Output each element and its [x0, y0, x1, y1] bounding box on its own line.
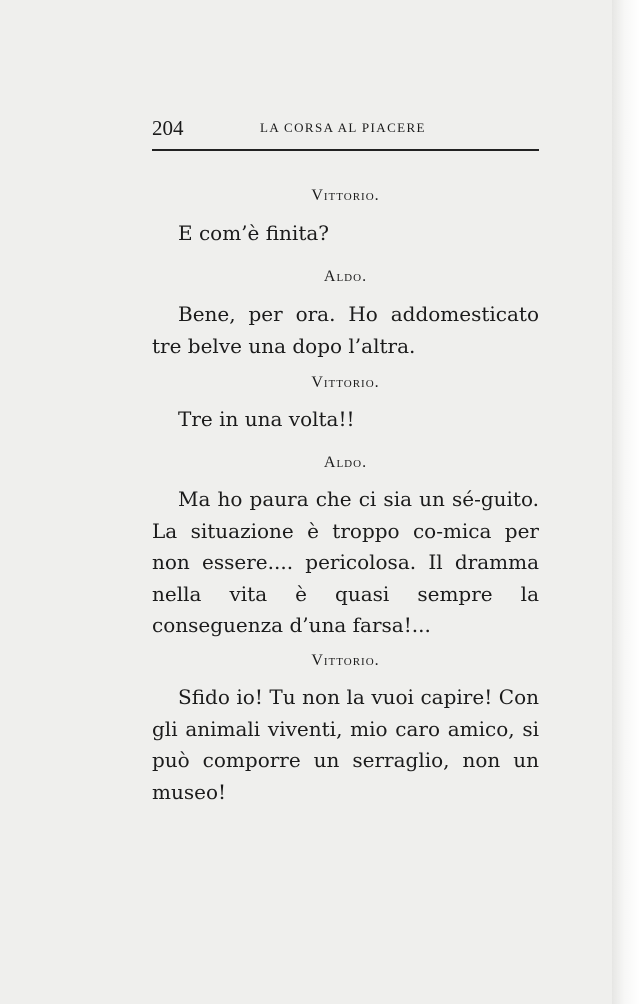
page-number: 204	[152, 116, 184, 140]
speech-text: Bene, per ora. Ho addomesticato tre belve una dopo l’altra.	[152, 302, 539, 358]
page-edge	[612, 0, 640, 1004]
speaker-label: Vittorio.	[311, 374, 380, 391]
header-rule	[152, 149, 539, 151]
speech-text: Tre in una volta!!	[178, 407, 355, 431]
speaker-label: Aldo.	[323, 268, 368, 285]
page-title: LA CORSA AL PIACERE	[260, 120, 426, 135]
speech-text: E com’è finita?	[178, 221, 330, 245]
speaker-label: Vittorio.	[311, 652, 380, 669]
speaker-label: Vittorio.	[311, 187, 380, 204]
speaker-label: Aldo.	[323, 454, 368, 471]
speech-text: Sfido io! Tu non la vuoi capire! Con gli animali viventi, mio caro amico, si può comporre un serraglio, non un museo!	[152, 685, 539, 804]
speech-text: Ma ho paura che ci sia un sé-guito. La situazione è troppo co-mica per non essere.... pericolosa. Il dramma nella vita è quasi sempre la conseguenza d’una farsa!...	[152, 487, 539, 637]
running-head	[152, 112, 540, 142]
